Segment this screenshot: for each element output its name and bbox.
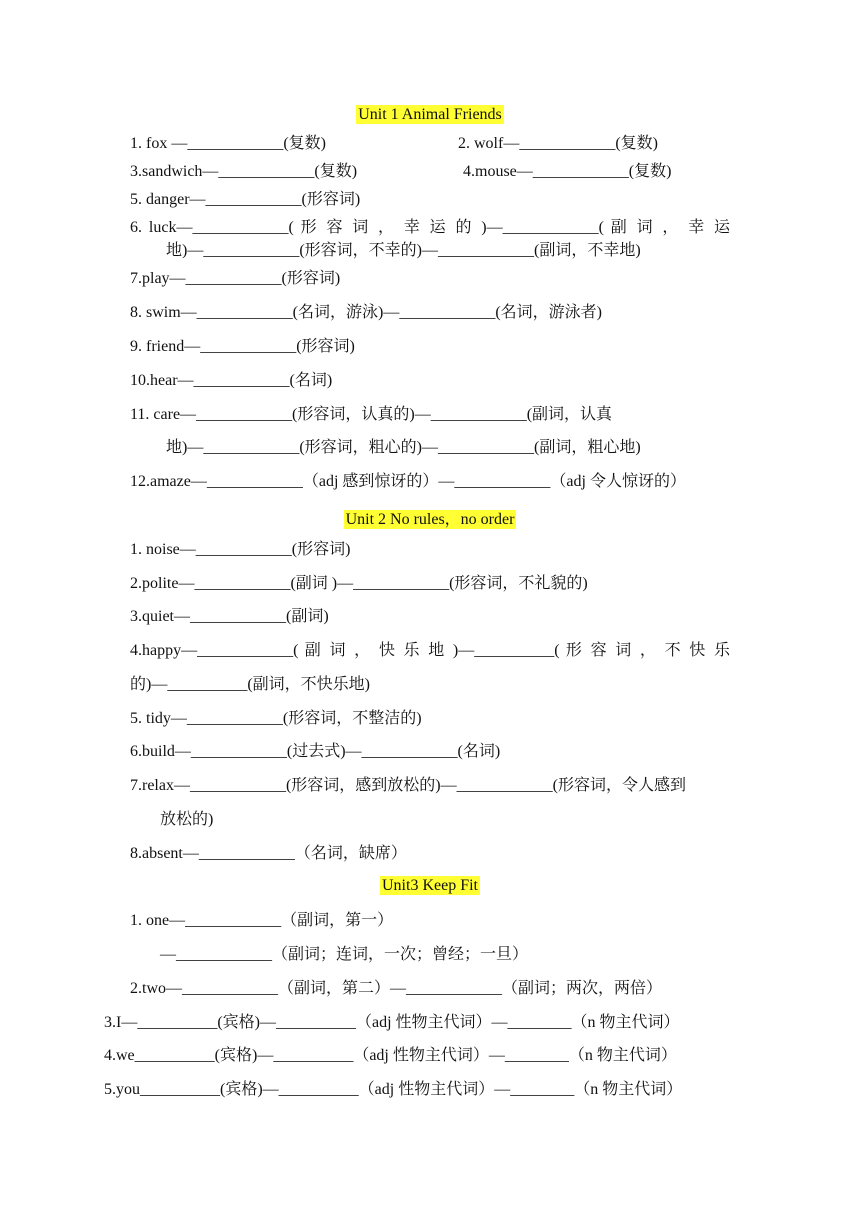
- unit-3-title: Unit3 Keep Fit: [382, 877, 478, 894]
- exercise-line: 8.absent—____________（名词，缺席）: [130, 845, 407, 862]
- exercise-line: 12.amaze—____________（adj 感到惊讶的）—____________（adj 令人惊讶的）: [130, 473, 686, 490]
- exercise-line: 9. friend—____________(形容词): [130, 338, 355, 355]
- exercise-line: 1. one—____________（副词，第一）: [130, 912, 394, 929]
- exercise-line: 5. tidy—____________(形容词，不整洁的): [130, 710, 422, 727]
- exercise-line: 6.build—____________(过去式)—____________(名词): [130, 743, 501, 760]
- exercise-line: 7.relax—____________(形容词，感到放松的)—____________(形容词，令人感到: [130, 777, 686, 794]
- exercise-line: 7.play—____________(形容词): [130, 270, 341, 287]
- exercise-line: 地)—____________(形容词，粗心的)—____________(副词，粗心地): [166, 439, 641, 456]
- exercise-line: 5.you__________(宾格)—__________（adj 性物主代词）—________（n 物主代词）: [104, 1081, 683, 1098]
- exercise-line: 3.I—__________(宾格)—__________（adj 性物主代词）—________（n 物主代词）: [104, 1014, 680, 1031]
- exercise-line: 4.we__________(宾格)—__________（adj 性物主代词）—________（n 物主代词）: [104, 1047, 677, 1064]
- exercise-line: 5. danger—____________(形容词): [130, 191, 361, 208]
- exercise-line: 11. care—____________(形容词，认真的)—____________(副词，认真: [130, 406, 613, 423]
- exercise-line: 地)—____________(形容词，不幸的)—____________(副词，不幸地): [166, 242, 641, 259]
- exercise-line: 的)—__________(副词，不快乐地): [130, 676, 370, 693]
- exercise-line: 2. wolf—____________(复数): [458, 135, 658, 152]
- exercise-line: 放松的): [160, 811, 214, 828]
- exercise-line: 1. fox —____________(复数): [130, 135, 326, 152]
- exercise-line: 3.quiet—____________(副词): [130, 608, 329, 625]
- exercise-line: 8. swim—____________(名词，游泳)—____________(名词，游泳者): [130, 304, 602, 321]
- exercise-line: 3.sandwich—____________(复数): [130, 163, 358, 180]
- exercise-line: 4.mouse—____________(复数): [463, 163, 672, 180]
- unit-1-title: Unit 1 Animal Friends: [358, 106, 502, 123]
- exercise-line: 2.two—____________（副词，第二）—____________（副词；两次，两倍）: [130, 980, 663, 997]
- exercise-line: 2.polite—____________(副词 )—____________(形容词，不礼貌的): [130, 575, 588, 592]
- exercise-line: —____________（副词；连词，一次；曾经；一旦）: [160, 946, 529, 963]
- exercise-line: 10.hear—____________(名词): [130, 372, 333, 389]
- exercise-line: 6. luck—____________( 形 容 词 ， 幸 运 的 )—____________( 副 词 ， 幸 运: [130, 219, 730, 236]
- exercise-line: 4.happy—____________( 副 词 ， 快 乐 地 )—__________( 形 容 词 ， 不 快 乐: [130, 642, 730, 659]
- exercise-line: 1. noise—____________(形容词): [130, 541, 351, 558]
- unit-2-title: Unit 2 No rules，no order: [345, 511, 515, 528]
